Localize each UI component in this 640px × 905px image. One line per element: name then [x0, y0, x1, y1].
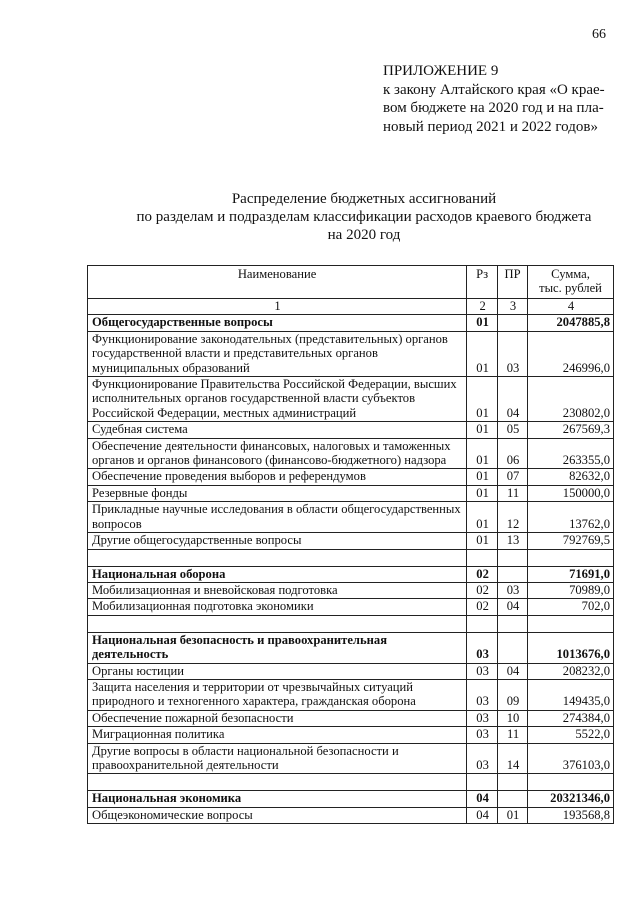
table-row — [88, 533, 614, 549]
cell-pr: 12 — [498, 502, 528, 533]
column-number-row — [88, 299, 614, 315]
header-rz: Рз — [467, 266, 498, 299]
cell-pr: 04 — [498, 663, 528, 679]
cell-name — [88, 615, 467, 632]
cell-rz: 01 — [467, 438, 498, 469]
header-pr: ПР — [498, 266, 528, 299]
cell-rz: 04 — [467, 807, 498, 823]
appendix-line: вом бюджете на 2020 год и на пла- — [383, 100, 604, 116]
cell-name: Другие вопросы в области национальной безопасности и правоохранительной деятельности — [88, 743, 467, 774]
cell-rz: 03 — [467, 679, 498, 710]
cell-rz — [467, 549, 498, 566]
title-line: по разделам и подразделам классификации расходов краевого бюджета — [136, 209, 592, 225]
cell-name — [88, 549, 467, 566]
cell-sum: 274384,0 — [528, 710, 614, 726]
appendix-block — [383, 62, 605, 136]
cell-pr — [498, 632, 528, 663]
appendix-title: ПРИЛОЖЕНИЕ 9 — [383, 63, 499, 79]
table-row — [88, 422, 614, 438]
col-number: 2 — [467, 299, 498, 315]
cell-pr: 11 — [498, 727, 528, 743]
table-row — [88, 632, 614, 663]
cell-pr: 14 — [498, 743, 528, 774]
appendix-line: новый период 2021 и 2022 годов» — [383, 118, 598, 135]
cell-sum: 149435,0 — [528, 679, 614, 710]
cell-pr: 13 — [498, 533, 528, 549]
cell-sum: 267569,3 — [528, 422, 614, 438]
cell-rz — [467, 774, 498, 791]
cell-rz: 03 — [467, 743, 498, 774]
cell-rz: 01 — [467, 315, 498, 331]
table-row — [88, 599, 614, 615]
table-header-row — [88, 266, 614, 299]
budget-table — [87, 265, 614, 824]
col-number: 4 — [528, 299, 614, 315]
table-row — [88, 663, 614, 679]
cell-sum: 193568,8 — [528, 807, 614, 823]
table-row — [88, 377, 614, 422]
cell-sum: 20321346,0 — [528, 791, 614, 807]
cell-rz: 01 — [467, 485, 498, 501]
title-line: Распределение бюджетных ассигнований — [231, 191, 497, 207]
cell-rz: 02 — [467, 582, 498, 598]
cell-pr: 10 — [498, 710, 528, 726]
cell-rz: 03 — [467, 663, 498, 679]
cell-rz: 01 — [467, 533, 498, 549]
cell-name: Прикладные научные исследования в области общегосударственных вопросов — [88, 502, 467, 533]
cell-rz: 01 — [467, 469, 498, 485]
cell-rz: 03 — [467, 632, 498, 663]
cell-rz: 03 — [467, 710, 498, 726]
cell-rz: 04 — [467, 791, 498, 807]
cell-rz — [467, 615, 498, 632]
cell-name: Обеспечение деятельности финансовых, налоговых и таможенных органов и органов финансового (финансово-бюджетного) надзора — [88, 438, 467, 469]
cell-pr — [498, 615, 528, 632]
cell-pr — [498, 549, 528, 566]
cell-rz: 01 — [467, 377, 498, 422]
document-title — [90, 190, 638, 244]
table-row — [88, 502, 614, 533]
cell-pr — [498, 315, 528, 331]
cell-sum: 13762,0 — [528, 502, 614, 533]
cell-name — [88, 774, 467, 791]
cell-rz: 01 — [467, 422, 498, 438]
cell-pr: 03 — [498, 331, 528, 376]
header-name: Наименование — [88, 266, 467, 299]
cell-rz: 03 — [467, 727, 498, 743]
cell-pr — [498, 774, 528, 791]
table-row — [88, 679, 614, 710]
cell-name: Органы юстиции — [88, 663, 467, 679]
page-number: 66 — [592, 27, 606, 42]
cell-name: Защита населения и территории от чрезвычайных ситуаций природного и техногенного характера, гражданская оборона — [88, 679, 467, 710]
cell-name: Другие общегосударственные вопросы — [88, 533, 467, 549]
table-row — [88, 807, 614, 823]
header-sum: Сумма, тыс. рублей — [528, 266, 614, 299]
table-spacer-row — [88, 774, 614, 791]
cell-pr: 06 — [498, 438, 528, 469]
cell-name: Национальная экономика — [88, 791, 467, 807]
table-row — [88, 438, 614, 469]
cell-name: Национальная безопасность и правоохранительная деятельность — [88, 632, 467, 663]
cell-pr: 03 — [498, 582, 528, 598]
cell-name: Судебная система — [88, 422, 467, 438]
col-number: 1 — [88, 299, 467, 315]
table-spacer-row — [88, 549, 614, 566]
table-row — [88, 469, 614, 485]
cell-sum: 208232,0 — [528, 663, 614, 679]
cell-sum: 702,0 — [528, 599, 614, 615]
cell-sum: 71691,0 — [528, 566, 614, 582]
table-spacer-row — [88, 615, 614, 632]
cell-sum: 230802,0 — [528, 377, 614, 422]
cell-pr: 01 — [498, 807, 528, 823]
table-row — [88, 582, 614, 598]
cell-sum: 70989,0 — [528, 582, 614, 598]
cell-pr — [498, 566, 528, 582]
table-row — [88, 485, 614, 501]
cell-sum: 82632,0 — [528, 469, 614, 485]
table-row — [88, 331, 614, 376]
cell-rz: 01 — [467, 331, 498, 376]
cell-name: Функционирование Правительства Российской Федерации, высших исполнительных органов государственной власти субъектов Российской Федерации, местных администраций — [88, 377, 467, 422]
cell-sum: 376103,0 — [528, 743, 614, 774]
cell-name: Мобилизационная и вневойсковая подготовка — [88, 582, 467, 598]
cell-rz: 01 — [467, 502, 498, 533]
title-line: на 2020 год — [327, 227, 401, 243]
cell-sum: 246996,0 — [528, 331, 614, 376]
table-row — [88, 710, 614, 726]
cell-pr: 07 — [498, 469, 528, 485]
table-row — [88, 743, 614, 774]
cell-name: Обеспечение проведения выборов и референдумов — [88, 469, 467, 485]
cell-pr — [498, 791, 528, 807]
cell-name: Резервные фонды — [88, 485, 467, 501]
cell-pr: 04 — [498, 599, 528, 615]
cell-sum: 792769,5 — [528, 533, 614, 549]
table-row — [88, 566, 614, 582]
cell-name: Национальная оборона — [88, 566, 467, 582]
cell-pr: 11 — [498, 485, 528, 501]
cell-name: Функционирование законодательных (представительных) органов государственной власти и представительных органов муниципальных образований — [88, 331, 467, 376]
table-row — [88, 727, 614, 743]
cell-name: Миграционная политика — [88, 727, 467, 743]
cell-pr: 04 — [498, 377, 528, 422]
cell-sum: 1013676,0 — [528, 632, 614, 663]
cell-rz: 02 — [467, 599, 498, 615]
cell-sum: 5522,0 — [528, 727, 614, 743]
cell-sum: 150000,0 — [528, 485, 614, 501]
col-number: 3 — [498, 299, 528, 315]
cell-pr: 09 — [498, 679, 528, 710]
cell-sum: 263355,0 — [528, 438, 614, 469]
table-row — [88, 791, 614, 807]
appendix-line: к закону Алтайского края «О крае- — [383, 81, 605, 98]
cell-name: Мобилизационная подготовка экономики — [88, 599, 467, 615]
cell-name: Общегосударственные вопросы — [88, 315, 467, 331]
cell-name: Общеэкономические вопросы — [88, 807, 467, 823]
cell-sum: 2047885,8 — [528, 315, 614, 331]
cell-name: Обеспечение пожарной безопасности — [88, 710, 467, 726]
table-row — [88, 315, 614, 331]
cell-sum — [528, 615, 614, 632]
cell-sum — [528, 549, 614, 566]
cell-sum — [528, 774, 614, 791]
cell-pr: 05 — [498, 422, 528, 438]
cell-rz: 02 — [467, 566, 498, 582]
